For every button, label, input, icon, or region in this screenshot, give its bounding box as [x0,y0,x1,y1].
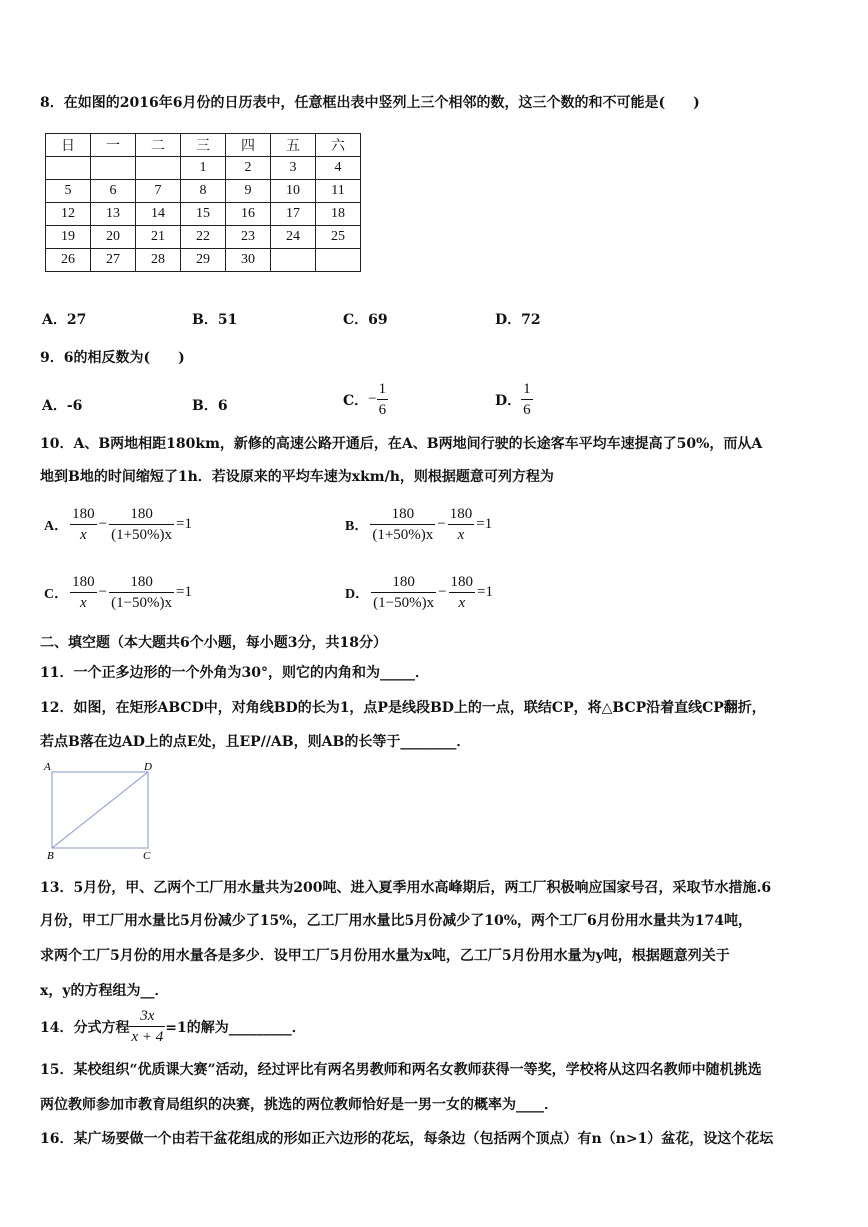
calendar-cell: 22 [181,226,226,249]
calendar-cell: 15 [181,203,226,226]
numerator: 180 [370,504,435,525]
q12-line2: 若点B落在边AD上的点E处，且EP//AB，则AB的长等于________． [40,734,471,750]
fraction [371,572,436,613]
calendar-cell: 25 [316,226,361,249]
denominator: (1+50%)x [372,527,434,543]
q9-option-a: A．-6 [42,398,83,414]
numerator: 180 [371,572,436,593]
calendar-cell: 21 [136,226,181,249]
calendar-cell: 27 [91,249,136,272]
calendar-cell: 23 [226,226,271,249]
calendar-cell: 13 [91,203,136,226]
q13-line4: x，y的方程组为__． [40,983,169,999]
equals-one: =1 [176,584,193,600]
numerator: 1 [377,379,389,400]
denominator: x [458,595,466,611]
numerator: 180 [70,504,97,525]
q10-option-a [42,504,194,545]
fraction [521,379,533,420]
calendar-cell: 6 [91,180,136,203]
q10-option-b [343,504,494,545]
q10-line1: 10．A、B两地相距180km，新修的高速公路开通后，在A、B两地间行驶的长途客车平均车速提高了50%，而从A [40,436,763,452]
q8-option-b: B．51 [192,312,238,328]
calendar-cell: 30 [226,249,271,272]
option-label: A． [44,518,69,534]
calendar-cell: 18 [316,203,361,226]
calendar-row [46,226,361,249]
rectangle-diagram [40,758,170,864]
q16-text: 16．某广场要做一个由若干盆花组成的形如正六边形的花坛，每条边（包括两个顶点）有n（n>1）盆花，设这个花坛 [40,1131,774,1147]
calendar-cell: 24 [271,226,316,249]
option-label: C． [44,586,69,602]
q10-option-d [343,572,495,613]
calendar-cell: 8 [181,180,226,203]
fraction [70,572,97,613]
q9-option-c [343,379,388,420]
calendar-cell: 17 [271,203,316,226]
denominator: x [457,527,465,543]
option-label: D． [345,586,370,602]
q8-option-d: D．72 [495,312,541,328]
denominator: 6 [378,402,387,418]
minus-sign: − [98,516,108,532]
calendar-cell: 4 [316,157,361,180]
equals-one: =1 [176,516,193,532]
calendar-row [46,180,361,203]
calendar-cell: 14 [136,203,181,226]
denominator: (1+50%)x [111,527,173,543]
fraction [370,504,435,545]
label-b: B [47,850,54,862]
calendar-cell [271,249,316,272]
calendar-cell: 16 [226,203,271,226]
numerator: 180 [70,572,97,593]
q11-text: 11．一个正多边形的一个外角为30°，则它的内角和为_____． [40,665,429,681]
fraction [129,1006,165,1047]
calendar-header-cell: 二 [136,134,181,157]
label-d: D [144,761,152,773]
equals-one: =1 [477,584,494,600]
calendar-cell: 2 [226,157,271,180]
calendar-cell: 28 [136,249,181,272]
calendar-row [46,203,361,226]
calendar-cell: 29 [181,249,226,272]
calendar-cell: 20 [91,226,136,249]
calendar-cell [136,157,181,180]
calendar-cell [46,157,91,180]
minus-sign: − [98,584,108,600]
calendar-header-cell: 日 [46,134,91,157]
q9-option-c-label: C． [343,392,369,409]
fraction [109,572,174,613]
denominator: x [80,595,87,611]
denominator: 6 [523,402,531,418]
q8-option-c: C．69 [343,312,388,328]
fraction [449,572,476,613]
q15-line1: 15．某校组织“优质课大赛”活动，经过评比有两名男教师和两名女教师获得一等奖，学校将从这四名教师中随机挑选 [40,1062,762,1078]
q14-suffix: =1的解为_________． [165,1019,306,1036]
calendar-header-cell: 五 [271,134,316,157]
fraction [109,504,174,545]
q15-line2: 两位教师参加市教育局组织的决赛，挑选的两位教师恰好是一男一女的概率为____． [40,1097,558,1113]
fraction [448,504,475,545]
calendar-cell [91,157,136,180]
calendar-row [46,157,361,180]
calendar-cell: 26 [46,249,91,272]
minus-sign: − [437,516,446,532]
calendar-cell: 12 [46,203,91,226]
calendar-cell: 5 [46,180,91,203]
q13-line2: 月份，甲工厂用水量比5月份减少了15%，乙工厂用水量比5月份减少了10%，两个工厂6月份用水量共为174吨， [40,913,753,929]
numerator: 3x [129,1006,165,1027]
calendar-header-cell: 六 [316,134,361,157]
calendar-cell: 19 [46,226,91,249]
numerator: 180 [109,572,174,593]
calendar-table [45,133,361,272]
equals-one: =1 [476,516,493,532]
calendar-header-cell: 四 [226,134,271,157]
minus-sign: − [438,584,447,600]
calendar-row [46,249,361,272]
denominator: x + 4 [131,1029,164,1045]
calendar-cell: 3 [271,157,316,180]
q14-prefix: 14．分式方程 [40,1019,130,1036]
denominator: (1−50%)x [373,595,435,611]
calendar-cell: 9 [226,180,271,203]
calendar-cell: 11 [316,180,361,203]
fraction [70,504,97,545]
numerator: 180 [448,504,475,525]
fraction [377,379,389,420]
q9-option-b: B．6 [192,398,228,414]
denominator: (1−50%)x [111,595,173,611]
numerator: 180 [449,572,476,593]
calendar-cell: 1 [181,157,226,180]
q10-option-c [42,572,194,613]
q12-line1: 12．如图，在矩形ABCD中，对角线BD的长为1，点P是线段BD上的一点，联结CP，将△BCP沿着直线CP翻折， [40,700,766,716]
q9-text: 9．6的相反数为( ) [40,350,185,366]
numerator: 1 [521,379,533,400]
calendar-cell [316,249,361,272]
calendar-cell: 7 [136,180,181,203]
q8-option-a: A．27 [42,312,87,328]
label-c: C [143,850,151,862]
q13-line1: 13．5月份，甲、乙两个工厂用水量共为200吨、进入夏季用水高峰期后，两工厂积极响应国家号召，采取节水措施.6 [40,880,772,896]
calendar-header-cell: 三 [181,134,226,157]
numerator: 180 [109,504,174,525]
calendar-header-cell: 一 [91,134,136,157]
option-label: B． [345,518,369,534]
minus-sign: − [368,391,377,407]
diagonal-bd [52,772,148,848]
q10-line2: 地到B地的时间缩短了1h．若设原来的平均车速为xkm/h，则根据题意可列方程为 [40,469,554,485]
section-heading: 二、填空题（本大题共6个小题，每小题3分，共18分） [40,635,387,651]
denominator: x [80,527,87,543]
q13-line3: 求两个工厂5月份的用水量各是多少．设甲工厂5月份用水量为x吨，乙工厂5月份用水量为y吨，根据题意列关于 [40,948,730,964]
calendar-cell: 10 [271,180,316,203]
q9-option-d-label: D． [495,392,522,409]
q9-option-d [495,379,533,420]
q8-text: 8．在如图的2016年6月份的日历表中，任意框出表中竖列上三个相邻的数，这三个数的和不可能是( ) [40,95,700,111]
calendar-header-row [46,134,361,157]
q14-text [40,1006,306,1047]
label-a: A [44,761,51,773]
